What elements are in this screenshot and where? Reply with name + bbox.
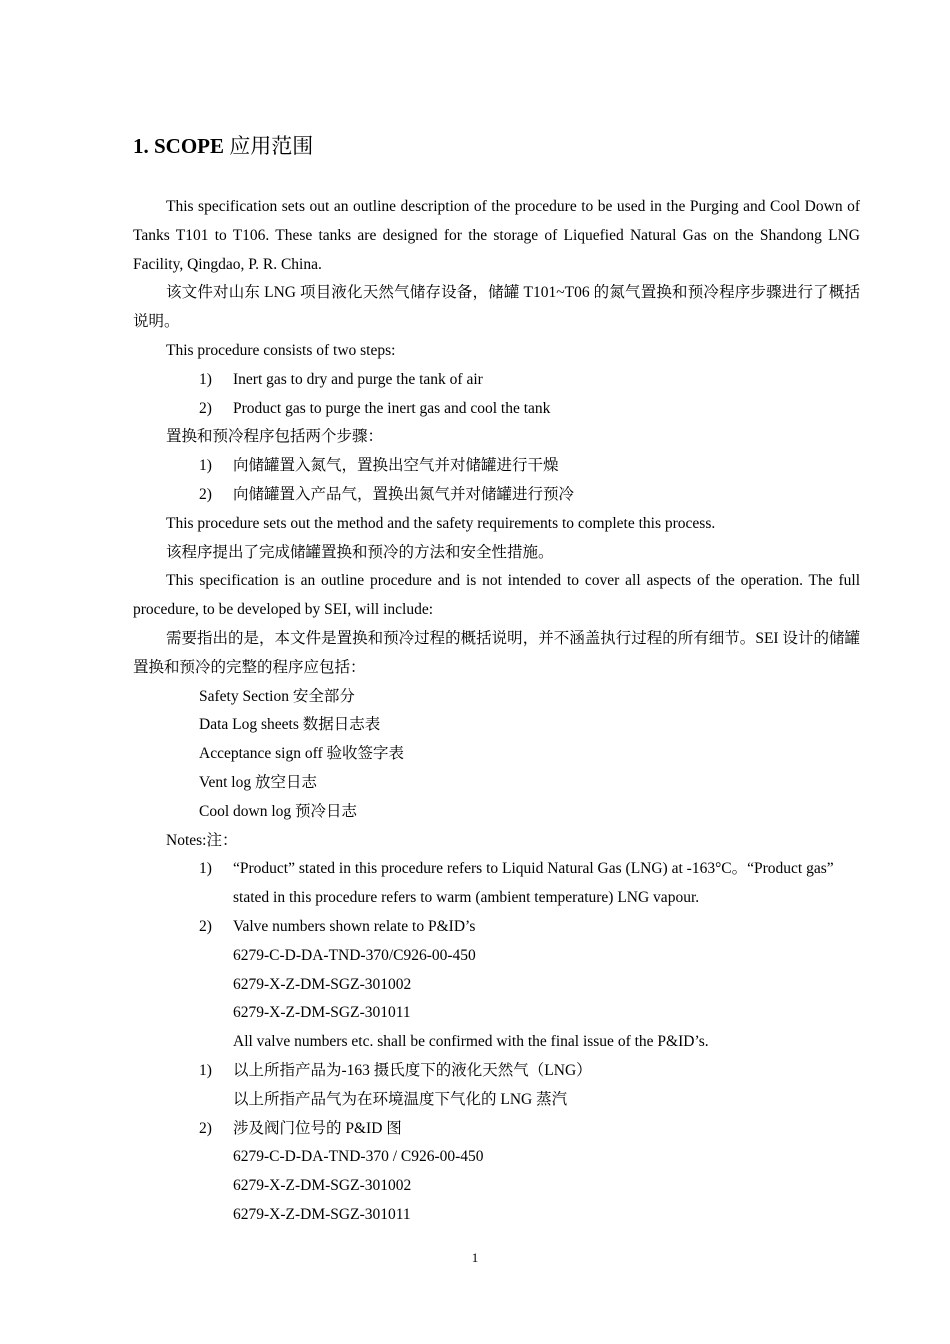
list-item xyxy=(133,395,860,424)
drawing-reference: 6279-X-Z-DM-SGZ-301002 xyxy=(233,1177,412,1195)
list-item-text: 向储罐置入氮气，置换出空气并对储罐进行干燥 xyxy=(233,457,559,475)
list-item-text: 向储罐置入产品气，置换出氮气并对储罐进行预冷 xyxy=(233,485,575,503)
note-number: 1) xyxy=(199,1061,212,1079)
outline-paragraph-en: This specification is an outline procedure and is not intended to cover all aspects of the operation. The full procedure, to be developed by SEI, will include: xyxy=(133,572,860,619)
list-item-number: 1) xyxy=(199,457,212,475)
note-text: “Product” stated in this procedure refers to Liquid Natural Gas (LNG) at -163°C。“Product gas” stated in this procedure refers to warm (ambient temperature) LNG vapour. xyxy=(233,860,834,907)
intro-paragraph-en: This specification sets out an outline description of the procedure to be used in the Purging and Cool Down of Tanks T101 to T106. These tanks are designed for the storage of Liquefied Natural Gas on the Shandong LNG Facility, Qingdao, P. R. China. xyxy=(133,198,860,273)
note-confirm-text: All valve numbers etc. shall be confirmed with the final issue of the P&ID’s. xyxy=(233,1033,709,1051)
notes-label: Notes:注： xyxy=(166,831,238,849)
note-text: Valve numbers shown relate to P&ID’s xyxy=(233,917,476,935)
document-item: Data Log sheets 数据日志表 xyxy=(199,716,381,734)
drawing-reference: 6279-X-Z-DM-SGZ-301002 xyxy=(233,975,412,993)
list-item-number: 1) xyxy=(199,370,212,388)
list-item-text: Inert gas to dry and purge the tank of air xyxy=(233,370,483,388)
list-item xyxy=(133,366,860,395)
method-paragraph-zh: 该程序提出了完成储罐置换和预冷的方法和安全性措施。 xyxy=(166,543,554,561)
section-title: 1. SCOPE xyxy=(133,134,225,158)
note-number: 2) xyxy=(199,1119,212,1137)
steps-intro-zh: 置换和预冷程序包括两个步骤： xyxy=(166,428,384,446)
method-paragraph-en: This procedure sets out the method and the safety requirements to complete this process. xyxy=(166,514,716,532)
intro-paragraph-zh: 该文件对山东 LNG 项目液化天然气储存设备，储罐 T101~T06 的氮气置换和预冷程序步骤进行了概括说明。 xyxy=(133,284,860,331)
document-item: Cool down log 预冷日志 xyxy=(199,802,358,820)
note-item xyxy=(133,913,860,942)
note-item xyxy=(133,1057,860,1086)
list-item xyxy=(133,452,860,481)
note-item xyxy=(133,1115,860,1144)
note-text: 涉及阀门位号的 P&ID 图 xyxy=(233,1119,402,1137)
list-item-number: 2) xyxy=(199,399,212,417)
section-title-zh: 应用范围 xyxy=(229,134,314,158)
document-item: Acceptance sign off 验收签字表 xyxy=(199,745,405,763)
drawing-reference: 6279-C-D-DA-TND-370/C926-00-450 xyxy=(233,946,476,964)
steps-intro-en: This procedure consists of two steps: xyxy=(166,341,396,359)
page-number: 1 xyxy=(471,1250,479,1265)
section-heading xyxy=(133,128,313,164)
list-item-text: Product gas to purge the inert gas and cool the tank xyxy=(233,399,551,417)
document-item: Safety Section 安全部分 xyxy=(199,687,355,705)
section-body xyxy=(133,193,860,1230)
note-number: 1) xyxy=(199,860,212,878)
document-item: Vent log 放空日志 xyxy=(199,773,317,791)
note-text-continued: 以上所指产品气为在环境温度下气化的 LNG 蒸汽 xyxy=(233,1090,568,1108)
drawing-reference: 6279-C-D-DA-TND-370 / C926-00-450 xyxy=(233,1148,484,1166)
outline-paragraph-zh: 需要指出的是，本文件是置换和预冷过程的概括说明，并不涵盖执行过程的所有细节。SEI 设计的储罐置换和预冷的完整的程序应包括： xyxy=(133,629,860,676)
note-item xyxy=(133,855,860,913)
drawing-reference: 6279-X-Z-DM-SGZ-301011 xyxy=(233,1205,411,1223)
list-item-number: 2) xyxy=(199,485,212,503)
note-text: 以上所指产品为-163 摄氏度下的液化天然气（LNG） xyxy=(233,1061,592,1079)
note-number: 2) xyxy=(199,917,212,935)
list-item xyxy=(133,481,860,510)
drawing-reference: 6279-X-Z-DM-SGZ-301011 xyxy=(233,1004,411,1022)
